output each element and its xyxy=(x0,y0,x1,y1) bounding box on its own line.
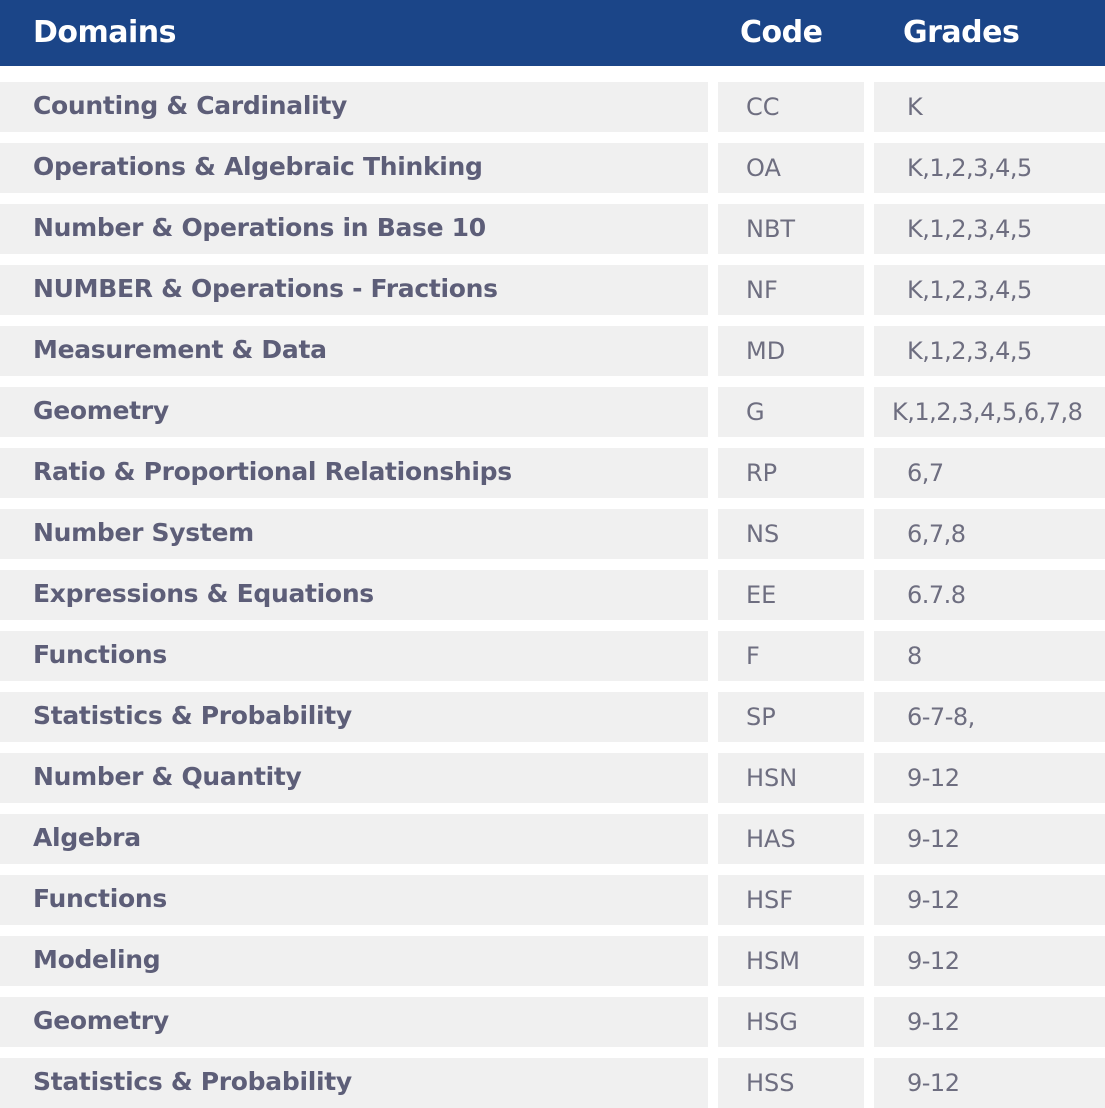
code-cell xyxy=(718,570,864,620)
grades-cell xyxy=(874,814,1105,864)
code-label: HSM xyxy=(746,947,800,975)
table-row xyxy=(0,448,1105,498)
grades-cell xyxy=(874,1058,1105,1108)
table-row xyxy=(0,936,1105,986)
grades-cell xyxy=(874,265,1105,315)
code-cell xyxy=(718,509,864,559)
domain-cell xyxy=(0,448,708,498)
table-row xyxy=(0,82,1105,132)
grades-label: K,1,2,3,4,5 xyxy=(907,215,1032,243)
code-label: MD xyxy=(746,337,786,365)
grades-label: K xyxy=(907,93,923,121)
table-row xyxy=(0,753,1105,803)
header-domains: Domains xyxy=(33,15,177,50)
grades-cell xyxy=(874,387,1105,437)
grades-cell xyxy=(874,204,1105,254)
code-label: HAS xyxy=(746,825,796,853)
grades-cell xyxy=(874,997,1105,1047)
code-label: RP xyxy=(746,459,778,487)
code-cell xyxy=(718,1058,864,1108)
grades-label: 6,7 xyxy=(907,459,944,487)
domain-label: Ratio & Proportional Relationships xyxy=(33,457,512,486)
domain-label: Geometry xyxy=(33,396,169,425)
grades-cell xyxy=(874,631,1105,681)
domain-label: Number System xyxy=(33,518,254,547)
code-cell xyxy=(718,936,864,986)
table-header xyxy=(0,0,1105,66)
grades-cell xyxy=(874,509,1105,559)
domain-label: Expressions & Equations xyxy=(33,579,374,608)
grades-label: 9-12 xyxy=(907,947,960,975)
grades-cell xyxy=(874,570,1105,620)
grades-label: K,1,2,3,4,5 xyxy=(907,276,1032,304)
code-cell xyxy=(718,692,864,742)
grades-label: 9-12 xyxy=(907,1008,960,1036)
code-label: HSG xyxy=(746,1008,798,1036)
code-label: NBT xyxy=(746,215,796,243)
grades-label: 9-12 xyxy=(907,825,960,853)
grades-label: K,1,2,3,4,5 xyxy=(907,337,1032,365)
table-row xyxy=(0,265,1105,315)
grades-label: 6.7.8 xyxy=(907,581,966,609)
code-cell xyxy=(718,997,864,1047)
table-row xyxy=(0,692,1105,742)
code-label: OA xyxy=(746,154,781,182)
grades-cell xyxy=(874,326,1105,376)
domain-label: Algebra xyxy=(33,823,141,852)
grades-cell xyxy=(874,692,1105,742)
domain-cell xyxy=(0,1058,708,1108)
domain-cell xyxy=(0,753,708,803)
domain-cell xyxy=(0,143,708,193)
domain-cell xyxy=(0,997,708,1047)
domain-label: Number & Operations in Base 10 xyxy=(33,213,486,242)
header-code: Code xyxy=(740,15,823,50)
code-label: G xyxy=(746,398,765,426)
domain-cell xyxy=(0,265,708,315)
code-label: HSN xyxy=(746,764,798,792)
code-cell xyxy=(718,753,864,803)
table-row xyxy=(0,143,1105,193)
table-row xyxy=(0,204,1105,254)
code-label: HSS xyxy=(746,1069,795,1097)
code-cell xyxy=(718,143,864,193)
grades-label: K,1,2,3,4,5 xyxy=(907,154,1032,182)
grades-cell xyxy=(874,82,1105,132)
code-label: HSF xyxy=(746,886,794,914)
code-label: F xyxy=(746,642,760,670)
grades-label: 6,7,8 xyxy=(907,520,966,548)
table-row xyxy=(0,631,1105,681)
grades-label: 9-12 xyxy=(907,886,960,914)
domain-label: Statistics & Probability xyxy=(33,701,352,730)
header-grades: Grades xyxy=(903,15,1020,50)
code-cell xyxy=(718,631,864,681)
code-cell xyxy=(718,326,864,376)
code-cell xyxy=(718,814,864,864)
table-row xyxy=(0,875,1105,925)
domain-cell xyxy=(0,387,708,437)
table-row xyxy=(0,997,1105,1047)
domain-cell xyxy=(0,631,708,681)
grades-cell xyxy=(874,875,1105,925)
domain-cell xyxy=(0,936,708,986)
table-row xyxy=(0,326,1105,376)
code-cell xyxy=(718,82,864,132)
domain-label: Geometry xyxy=(33,1006,169,1035)
domain-label: Statistics & Probability xyxy=(33,1067,352,1096)
domain-cell xyxy=(0,570,708,620)
code-cell xyxy=(718,204,864,254)
table-row xyxy=(0,570,1105,620)
table-row xyxy=(0,509,1105,559)
table-row xyxy=(0,1058,1105,1108)
grades-label: K,1,2,3,4,5,6,7,8 xyxy=(892,398,1083,426)
domain-label: Operations & Algebraic Thinking xyxy=(33,152,483,181)
code-label: NS xyxy=(746,520,780,548)
grades-label: 6-7-8, xyxy=(907,703,975,731)
grades-cell xyxy=(874,753,1105,803)
domain-cell xyxy=(0,814,708,864)
code-cell xyxy=(718,448,864,498)
grades-cell xyxy=(874,448,1105,498)
grades-label: 9-12 xyxy=(907,764,960,792)
domain-cell xyxy=(0,509,708,559)
code-cell xyxy=(718,265,864,315)
domain-cell xyxy=(0,692,708,742)
domain-cell xyxy=(0,326,708,376)
domain-label: Modeling xyxy=(33,945,161,974)
table-row xyxy=(0,814,1105,864)
grades-label: 8 xyxy=(907,642,922,670)
table-row xyxy=(0,387,1105,437)
domain-label: Measurement & Data xyxy=(33,335,327,364)
domain-label: Functions xyxy=(33,884,167,913)
grades-cell xyxy=(874,936,1105,986)
code-label: EE xyxy=(746,581,777,609)
domain-cell xyxy=(0,82,708,132)
grades-cell xyxy=(874,143,1105,193)
code-label: CC xyxy=(746,93,780,121)
code-cell xyxy=(718,875,864,925)
code-label: SP xyxy=(746,703,776,731)
domain-label: NUMBER & Operations - Fractions xyxy=(33,274,498,303)
domain-cell xyxy=(0,875,708,925)
domain-label: Counting & Cardinality xyxy=(33,91,348,120)
domain-label: Functions xyxy=(33,640,167,669)
code-label: NF xyxy=(746,276,778,304)
domain-cell xyxy=(0,204,708,254)
code-cell xyxy=(718,387,864,437)
grades-label: 9-12 xyxy=(907,1069,960,1097)
domain-label: Number & Quantity xyxy=(33,762,302,791)
